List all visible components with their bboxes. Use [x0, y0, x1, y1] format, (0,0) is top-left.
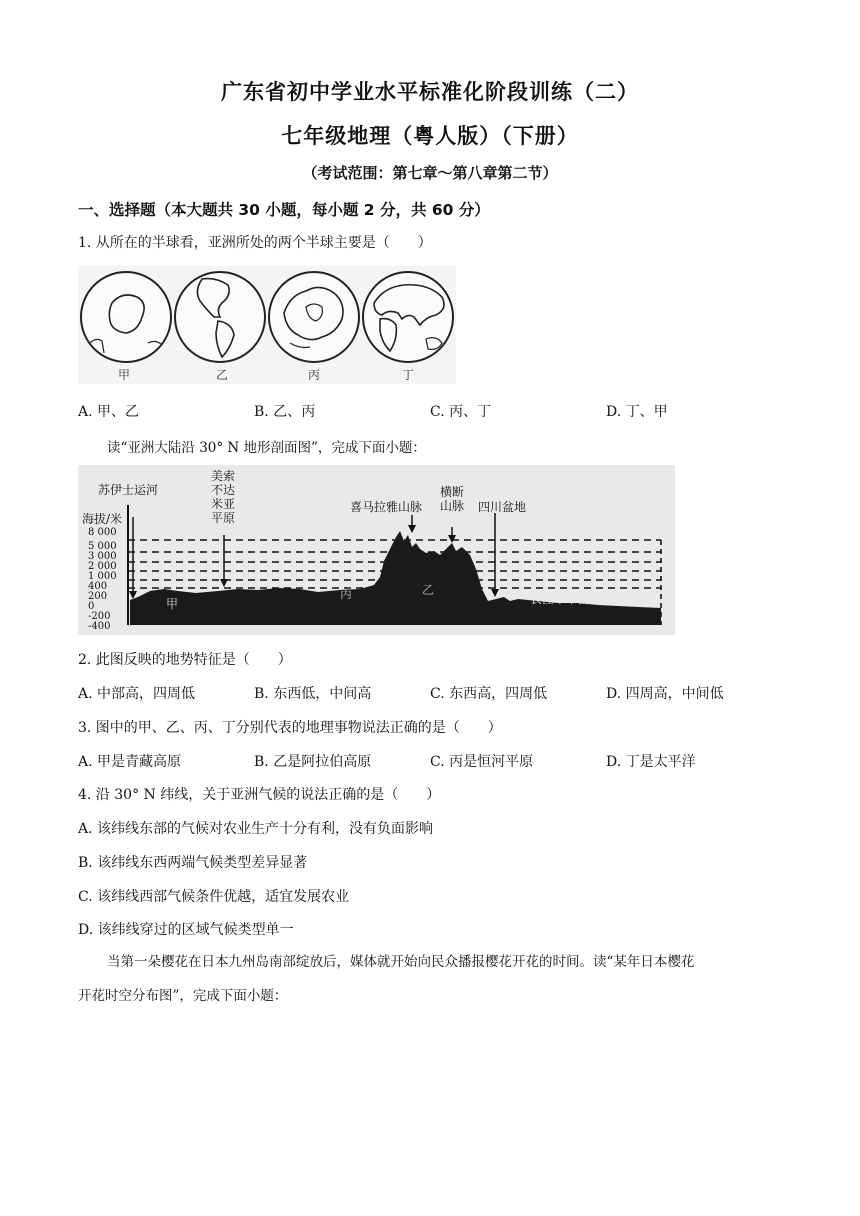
- label-yangtze-plain: 长江中下游平原: [530, 592, 615, 606]
- q1-option-d[interactable]: D. 丁、甲: [606, 404, 668, 420]
- label-himalaya: 喜马拉雅山脉: [350, 500, 423, 514]
- globe-yi: [174, 271, 266, 363]
- exam-scope: （考试范围：第七章～第八章第二节）: [302, 164, 558, 182]
- label-bing: 丙: [340, 587, 353, 601]
- q1-option-a[interactable]: A. 甲、乙: [78, 404, 140, 420]
- globe-ding: [362, 271, 454, 363]
- label-yi: 乙: [422, 583, 435, 597]
- q1-option-c[interactable]: C. 丙、丁: [430, 404, 492, 420]
- question-3-stem: 3. 图中的甲、乙、丙、丁分别代表的地理事物说法正确的是（ ）: [78, 720, 502, 736]
- globe-label-jia: 甲: [118, 368, 131, 382]
- axis-title: 海拔/米: [82, 512, 123, 526]
- globe-label-ding: 丁: [402, 368, 415, 382]
- q3-option-d[interactable]: D. 丁是太平洋: [606, 754, 696, 770]
- q1-option-b[interactable]: B. 乙、丙: [254, 404, 316, 420]
- q4-option-d[interactable]: D. 该纬线穿过的区域气候类型单一: [78, 922, 294, 938]
- q2-option-c[interactable]: C. 东西高，四周低: [430, 686, 548, 702]
- axis-tick-labels: 8 000 5 000 3 000 2 000 1 000 400 200 0 -200 -400: [88, 527, 117, 632]
- section-heading: 一、选择题（本大题共 30 小题，每小题 2 分，共 60 分）: [78, 201, 490, 219]
- question-2-stem: 2. 此图反映的地势特征是（ ）: [78, 652, 292, 668]
- exam-subtitle: 七年级地理（粤人版）（下册）: [281, 124, 579, 148]
- label-suez-canal: 苏伊士运河: [98, 483, 159, 497]
- q4-option-c[interactable]: C. 该纬线西部气候条件优越，适宜发展农业: [78, 889, 350, 905]
- q2-option-b[interactable]: B. 东西低，中间高: [254, 686, 372, 702]
- q4-option-a[interactable]: A. 该纬线东部的气候对农业生产十分有利，没有负面影响: [78, 821, 434, 837]
- q2-option-a[interactable]: A. 中部高，四周低: [78, 686, 196, 702]
- globe-bing: [268, 271, 360, 363]
- label-hengduan: 横断 山脉: [440, 485, 465, 513]
- q2-option-d[interactable]: D. 四周高，中间低: [606, 686, 724, 702]
- label-ding: 丁: [642, 592, 655, 606]
- profile-intro: 读“亚洲大陆沿 30° N 地形剖面图”，完成下面小题：: [107, 440, 426, 456]
- globe-jia: [80, 271, 172, 363]
- q3-option-a[interactable]: A. 甲是青藏高原: [78, 754, 182, 770]
- globe-label-bing: 丙: [308, 368, 321, 382]
- hemisphere-figure: [78, 266, 456, 384]
- label-jia: 甲: [166, 597, 179, 611]
- q3-option-c[interactable]: C. 丙是恒河平原: [430, 754, 534, 770]
- q3-option-b[interactable]: B. 乙是阿拉伯高原: [254, 754, 372, 770]
- terrain-profile-figure: [78, 465, 675, 635]
- sakura-intro-line-2: 开花时空分布图”，完成下面小题：: [78, 988, 288, 1004]
- exam-title: 广东省初中学业水平标准化阶段训练（二）: [221, 80, 639, 104]
- globe-label-yi: 乙: [216, 368, 229, 382]
- label-sichuan-basin: 四川盆地: [478, 500, 527, 514]
- question-1-stem: 1. 从所在的半球看，亚洲所处的两个半球主要是（ ）: [78, 235, 432, 251]
- q4-option-b[interactable]: B. 该纬线东西两端气候类型差异显著: [78, 855, 308, 871]
- label-mesopotamia: 美索 不达 米亚 平原: [211, 469, 236, 525]
- question-4-stem: 4. 沿 30° N 纬线，关于亚洲气候的说法正确的是（ ）: [78, 787, 441, 803]
- sakura-intro-line-1: 当第一朵樱花在日本九州岛南部绽放后，媒体就开始向民众播报樱花开花的时间。读“某年日本樱花: [107, 954, 695, 970]
